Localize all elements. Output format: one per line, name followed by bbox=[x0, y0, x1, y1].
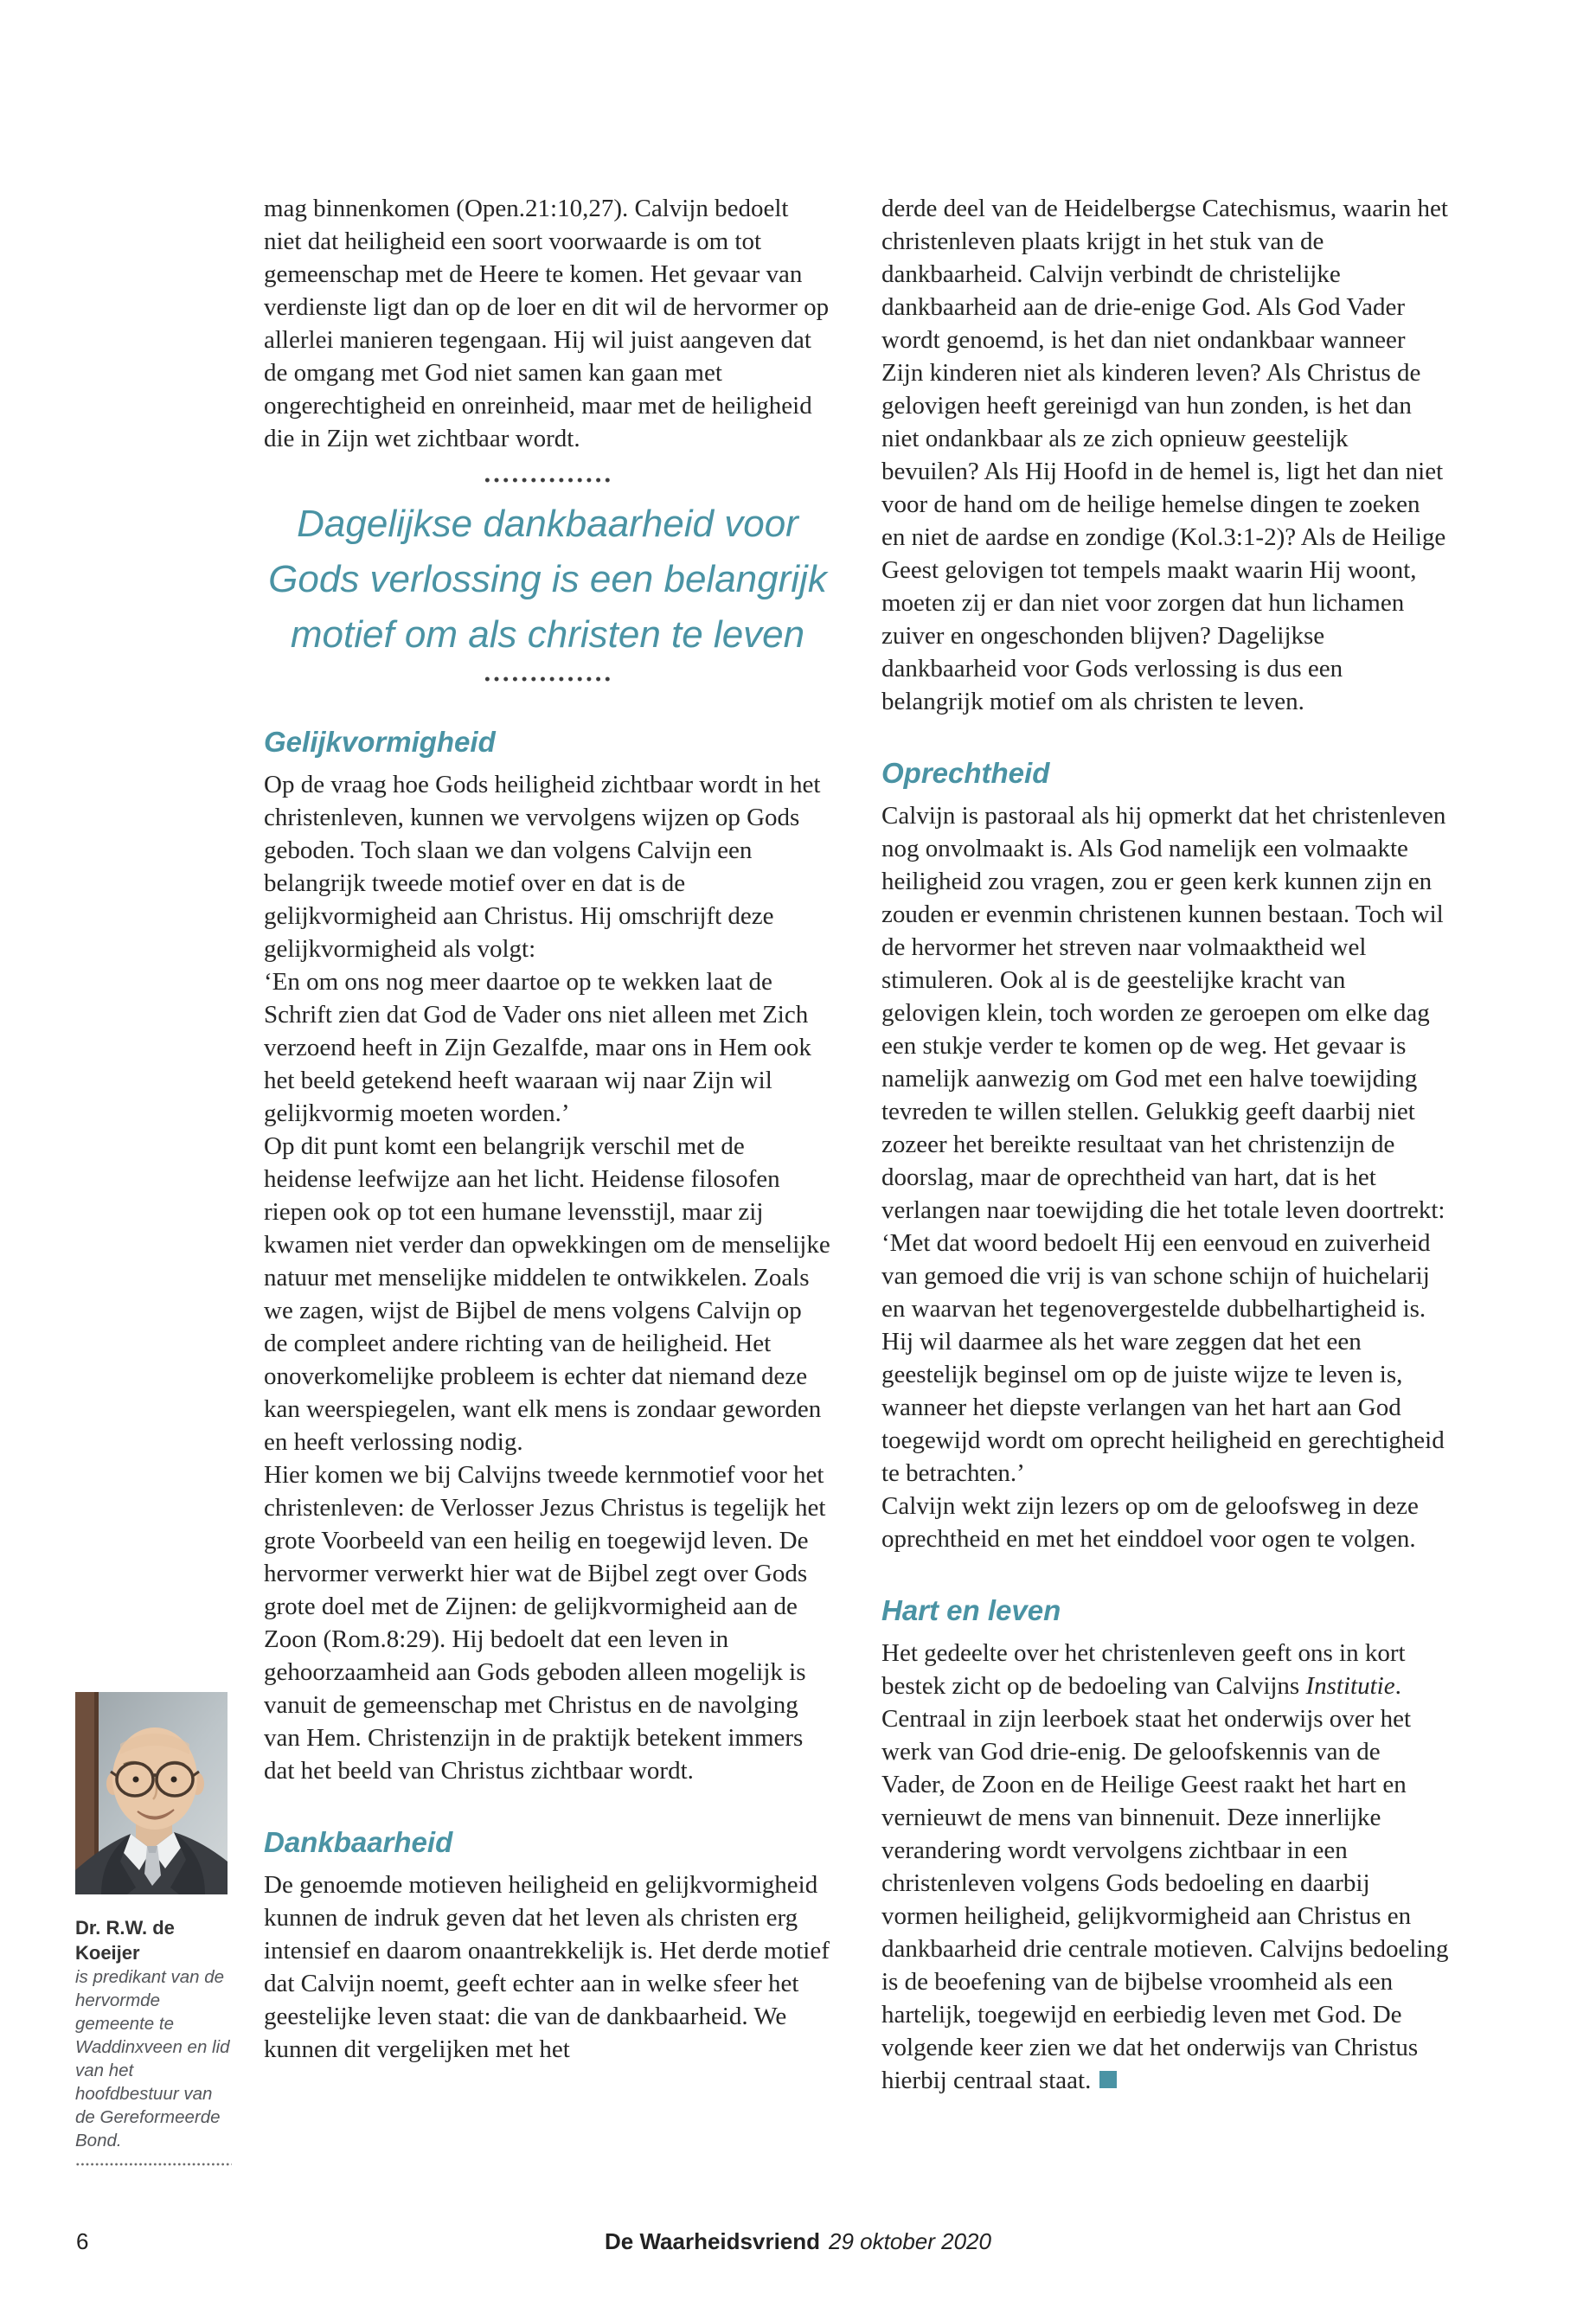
right-column bbox=[881, 192, 1449, 2097]
body-paragraph bbox=[881, 1637, 1449, 2097]
author-name: Dr. R.W. de Koeijer bbox=[75, 1917, 175, 1964]
section-heading-oprechtheid: Oprechtheid bbox=[881, 757, 1050, 789]
body-paragraph: Op de vraag hoe Gods heiligheid zichtbaar wordt in het christenleven, kunnen we vervolgens wijzen op Gods geboden. Toch slaan we dan volgens Calvijn een belangrijk tweede motief over en dat is de gelijkvormigheid aan Christus. Hij omschrijft deze gelijkvormigheid als volgt: bbox=[264, 771, 821, 963]
page-footer bbox=[0, 2228, 1596, 2255]
paragraph-text: Het gedeelte over het christenleven geeft ons in kort bestek zicht op de bedoeling van Calvijns bbox=[881, 1639, 1406, 1700]
pull-quote bbox=[264, 478, 831, 682]
left-column bbox=[264, 192, 831, 2066]
issue-date: 29 oktober 2020 bbox=[829, 2228, 991, 2254]
author-dotted-rule bbox=[75, 2163, 232, 2166]
body-paragraph: derde deel van de Heidelbergse Catechismus, waarin het christenleven plaats krijgt in het stuk van de dankbaarheid. Calvijn verbindt de christelijke dankbaarheid aan de drie-enige God. Als God Vader wordt genoemd, is het dan niet ondankbaar wanneer Zijn kinderen niet als kinderen leven? Als Christus de gelovigen heeft gereinigd van hun zonden, is het dan niet ondankbaar als ze zich opnieuw geestelijk bevuilen? Als Hij Hoofd in de hemel is, ligt het dan niet voor de hand om de heilige hemelse dingen te zoeken en niet de aardse en zondige (Kol.3:1-2)? Als de Heilige Geest gelovigen tot tempels maakt waarin Hij woont, moeten zij er dan niet voor zorgen dat hun lichamen zuiver en ongeschonden blijven? Dagelijkse dankbaarheid voor Gods verlossing is dus een belangrijk motief om als christen te leven. bbox=[881, 195, 1448, 715]
magazine-title: De Waarheidsvriend bbox=[605, 2228, 821, 2254]
body-paragraph-quotation: ‘En om ons nog meer daartoe op te wekken laat de Schrift zien dat God de Vader ons niet alleen met Zich verzoend heeft in Zijn Gezalfde, maar ons in Hem ook het beeld getekend heeft waaraan wij naar Zijn wil gelijkvormig moeten worden.’ bbox=[264, 968, 811, 1127]
footer-center bbox=[0, 2228, 1596, 2255]
page-number: 6 bbox=[76, 2228, 89, 2254]
author-bio: is predikant van de hervormde gemeente te Waddinxveen en lid van het hoofdbestuur van de Gereformeerde Bond. bbox=[75, 1967, 230, 2150]
section-heading-gelijkvormigheid: Gelijkvormigheid bbox=[264, 726, 496, 758]
body-paragraph: mag binnenkomen (Open.21:10,27). Calvijn bedoelt niet dat heiligheid een soort voorwaarde is om tot gemeenschap met de Heere te komen. Het gevaar van verdienste ligt dan op de loer en dit wil de hervormer op allerlei manieren tegengaan. Hij wil juist aangeven dat de omgang met God niet samen kan gaan met ongerechtigheid en onreinheid, maar met de heiligheid die in Zijn wet zichtbaar wordt. bbox=[264, 195, 830, 452]
body-paragraph: Hier komen we bij Calvijns tweede kernmotief voor het christenleven: de Verlosser Jezus Christus is tegelijk het grote Voorbeeld van een heilig en toegewijd leven. De hervormer verwerkt hier wat de Bijbel zegt over Gods grote doel met de Zijnen: de gelijkvormigheid aan de Zoon (Rom.8:29). Hij bedoelt dat een leven in gehoorzaamheid aan Gods geboden alleen mogelijk is vanuit de gemeenschap met Christus en de navolging van Hem. Christenzijn in de praktijk betekent immers dat het beeld van Christus zichtbaar wordt. bbox=[264, 1461, 826, 1785]
body-paragraph: Op dit punt komt een belangrijk verschil met de heidense leefwijze aan het licht. Heidense filosofen riepen ook op tot een humane levensstijl, maar zij kwamen niet verder dan opwekkingen om de menselijke natuur met menselijke middelen te ontwikkelen. Zoals we zagen, wijst de Bijbel de mens volgens Calvijn op de compleet andere richting van de heiligheid. Het onoverkomelijke probleem is echter dat niemand deze kan weerspiegelen, want elk mens is zondaar geworden en heeft verlossing nodig. bbox=[264, 1132, 830, 1456]
section-heading-dankbaarheid: Dankbaarheid bbox=[264, 1826, 453, 1858]
pull-quote-line: Dagelijkse dankbaarheid voor bbox=[297, 503, 798, 545]
pull-quote-line: Gods verlossing is een belangrijk bbox=[268, 558, 827, 600]
body-paragraph-quotation: ‘Met dat woord bedoelt Hij een eenvoud en zuiverheid van gemoed die vrij is van schone schijn of huichelarij en waarvan het tegenovergestelde dubbelhartigheid is. Hij wil daarmee als het ware zeggen dat het een geestelijk beginsel om op de juiste wijze te leven is, wanneer het diepste verlangen van het hart aan God toegewijd wordt om oprecht heiligheid en gerechtigheid te betrachten.’ bbox=[881, 1229, 1445, 1487]
book-title-institutie: Institutie bbox=[1305, 1672, 1395, 1700]
dotted-rule-top bbox=[483, 478, 612, 483]
author-block bbox=[75, 1692, 232, 2166]
author-photo bbox=[75, 1692, 228, 1894]
body-paragraph: De genoemde motieven heiligheid en gelijkvormigheid kunnen de indruk geven dat het leven als christen erg intensief en daarom onaantrekkelijk is. Het derde motief dat Calvijn noemt, geeft echter aan in welke sfeer het geestelijke leven staat: die van de dankbaarheid. We kunnen dit vergelijken met het bbox=[264, 1871, 830, 2063]
section-heading-hart-en-leven: Hart en leven bbox=[881, 1594, 1061, 1626]
body-paragraph: Calvijn wekt zijn lezers op om de geloofsweg in deze oprechtheid en met het einddoel voor ogen te volgen. bbox=[881, 1492, 1419, 1553]
dotted-rule-bottom bbox=[483, 676, 612, 682]
paragraph-text: . Centraal in zijn leerboek staat het onderwijs over het werk van God drie-enig. De geloofskennis van de Vader, de Zoon en de Heilige Geest raakt het hart en vernieuwt de mens van binnenuit. Deze innerlijke verandering wordt vervolgens zichtbaar in een christenleven volgens Gods bedoeling en daarbij vormen heiligheid, gelijkvormigheid aan Christus en dankbaarheid drie centrale motieven. Calvijns bedoeling is de beoefening van de bijbelse vroomheid als een hartelijk, toegewijd en eerbiedig leven met God. De volgende keer zien we dat het onderwijs van Christus hierbij centraal staat. bbox=[881, 1672, 1449, 2094]
body-paragraph: Calvijn is pastoraal als hij opmerkt dat het christenleven nog onvolmaakt is. Als God namelijk een volmaakte heiligheid zou vragen, zou er geen kerk kunnen zijn en zouden er evenmin christenen kunnen bestaan. Toch wil de hervormer het streven naar volmaaktheid wel stimuleren. Ook al is de geestelijke kracht van gelovigen klein, toch worden ze geroepen om elke dag een stukje verder te komen op de weg. Het gevaar is namelijk aanwezig om God met een halve toewijding tevreden te willen stellen. Gelukkig geeft daarbij niet zozeer het bereikte resultaat van het christenzijn de doorslag, maar de oprechtheid van hart, dat is het verlangen naar toewijding die het totale leven doortrekt: bbox=[881, 802, 1446, 1224]
pull-quote-line: motief om als christen te leven bbox=[290, 613, 805, 656]
article-end-marker bbox=[1099, 2071, 1117, 2088]
